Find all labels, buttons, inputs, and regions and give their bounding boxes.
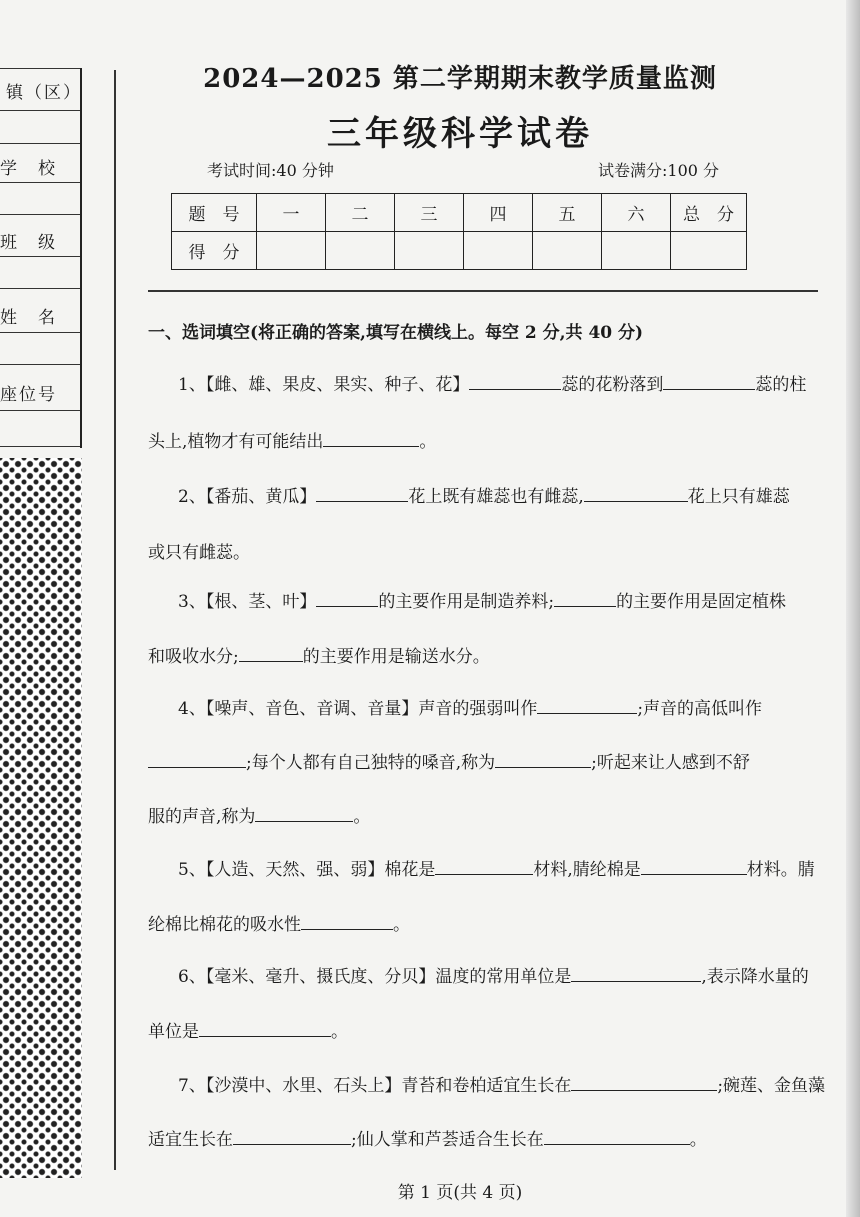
binding-fold-line: [114, 70, 116, 1170]
q7-text: 适宜生长在: [148, 1130, 233, 1150]
score-table-row-label: 题 号: [172, 194, 257, 232]
answer-blank[interactable]: [301, 911, 393, 930]
answer-blank[interactable]: [571, 1072, 717, 1091]
question-1-line-2: [148, 427, 788, 452]
score-cell[interactable]: [533, 232, 602, 270]
binding-divider: [0, 410, 80, 411]
q3-text: 的主要作用是输送水分。: [302, 647, 490, 667]
q4-text: ;声音的高低叫作: [637, 699, 763, 719]
q7-text: ;仙人掌和芦荟适合生长在: [351, 1130, 544, 1150]
answer-blank[interactable]: [554, 588, 616, 607]
q2-text: 花上既有雄蕊也有雌蕊,: [408, 487, 584, 507]
q3-text: 的主要作用是制造养料;: [378, 592, 555, 612]
answer-blank[interactable]: [537, 695, 637, 714]
score-table-col-1: 一: [257, 194, 326, 232]
score-cell[interactable]: [464, 232, 533, 270]
q5-text: 。: [393, 915, 410, 935]
question-4-line-3: [148, 802, 788, 827]
q1-text: 。: [419, 432, 437, 452]
question-5-line-1: [178, 855, 818, 880]
binding-class-label: 班 级: [0, 233, 57, 253]
binding-divider: [0, 288, 80, 289]
question-7-line-2: [148, 1125, 788, 1150]
answer-blank[interactable]: [233, 1126, 351, 1145]
q1-prompt: 1、【雌、雄、果皮、果实、种子、花】: [178, 375, 470, 395]
answer-blank[interactable]: [316, 588, 378, 607]
binding-divider: [0, 110, 80, 111]
binding-seat-label: 座位号: [0, 385, 57, 405]
question-6-line-1: [178, 962, 818, 987]
score-table-row-label: 得 分: [172, 232, 257, 270]
q2-text: 或只有雌蕊。: [148, 543, 250, 563]
score-table-score-row: [172, 232, 747, 270]
q3-text: 和吸收水分;: [148, 647, 239, 667]
exam-subtitle: 三年级科学试卷: [327, 114, 593, 154]
score-cell[interactable]: [395, 232, 464, 270]
q5-text: 材料,腈纶棉是: [533, 860, 641, 880]
question-3-line-1: [178, 587, 818, 612]
q2-prompt: 2、【番茄、黄瓜】: [178, 487, 317, 507]
answer-blank[interactable]: [544, 1126, 690, 1145]
exam-title: 2024—2025 第二学期期末教学质量监测: [203, 64, 717, 94]
score-cell[interactable]: [257, 232, 326, 270]
q7-text: ;碗莲、金鱼藻: [717, 1076, 826, 1096]
binding-town-label: 镇（区）: [6, 83, 82, 103]
q5-text: 材料。腈: [746, 860, 815, 880]
answer-blank[interactable]: [469, 371, 561, 390]
score-table-col-3: 三: [395, 194, 464, 232]
question-3-line-2: [148, 642, 788, 667]
q4-text: ;每个人都有自己独特的嗓音,称为: [246, 753, 496, 773]
binding-divider: [0, 214, 80, 215]
q3-text: 的主要作用是固定植株: [616, 592, 787, 612]
scan-edge-shadow: [846, 0, 860, 1217]
answer-blank[interactable]: [495, 749, 591, 768]
answer-blank[interactable]: [199, 1018, 331, 1037]
q7-text: 。: [689, 1130, 707, 1150]
score-table-col-total: 总 分: [671, 194, 747, 232]
q6-text: 单位是: [148, 1022, 199, 1042]
q1-text: 头上,植物才有可能结出: [148, 432, 324, 452]
answer-blank[interactable]: [239, 643, 303, 662]
question-2-line-1: [178, 482, 818, 507]
binding-name-label: 姓 名: [0, 308, 57, 328]
binding-divider: [0, 256, 80, 257]
binding-school-label: 学 校: [0, 159, 57, 179]
score-table-col-6: 六: [602, 194, 671, 232]
answer-blank[interactable]: [641, 856, 747, 875]
question-4-line-1: [178, 694, 818, 719]
answer-blank[interactable]: [323, 428, 419, 447]
question-5-line-2: [148, 910, 788, 935]
q7-prompt: 7、【沙漠中、水里、石头上】青苔和卷柏适宜生长在: [178, 1076, 572, 1096]
q6-prompt: 6、【毫米、毫升、摄氏度、分贝】温度的常用单位是: [178, 967, 572, 987]
q5-text: 纶棉比棉花的吸水性: [148, 915, 301, 935]
page-number: 第 1 页(共 4 页): [397, 1183, 523, 1203]
q2-text: 花上只有雄蕊: [687, 487, 790, 507]
score-table: [171, 193, 747, 270]
q4-prompt: 4、【噪声、音色、音调、音量】声音的强弱叫作: [178, 699, 538, 719]
exam-full-score: 试卷满分:100 分: [598, 161, 720, 180]
q6-text: ,表示降水量的: [701, 967, 809, 987]
binding-divider: [0, 68, 80, 69]
binding-divider: [0, 182, 80, 183]
q4-text: 。: [353, 807, 371, 827]
answer-blank[interactable]: [148, 749, 246, 768]
binding-divider: [0, 143, 80, 144]
answer-blank[interactable]: [316, 483, 408, 502]
question-1-line-1: [178, 370, 818, 395]
score-table-header-row: [172, 194, 747, 232]
score-table-col-4: 四: [464, 194, 533, 232]
binding-divider: [0, 364, 80, 365]
q4-text: ;听起来让人感到不舒: [591, 753, 750, 773]
binding-divider: [0, 332, 80, 333]
q6-text: 。: [331, 1022, 348, 1042]
score-cell[interactable]: [326, 232, 395, 270]
q1-text: 蕊的柱: [755, 375, 807, 395]
binding-info-column: [0, 68, 82, 448]
binding-divider: [0, 446, 80, 447]
q1-text: 蕊的花粉落到: [561, 375, 664, 395]
q3-prompt: 3、【根、茎、叶】: [178, 592, 317, 612]
score-table-col-2: 二: [326, 194, 395, 232]
security-pattern: [0, 458, 82, 1178]
question-4-line-2: [148, 748, 788, 773]
answer-blank[interactable]: [584, 483, 688, 502]
question-6-line-2: [148, 1017, 788, 1042]
answer-blank[interactable]: [663, 371, 755, 390]
exam-time: 考试时间:40 分钟: [207, 161, 334, 180]
score-cell[interactable]: [602, 232, 671, 270]
score-table-col-5: 五: [533, 194, 602, 232]
section-1-title: 一、选词填空(将正确的答案,填写在横线上。每空 2 分,共 40 分): [148, 323, 644, 343]
answer-blank[interactable]: [571, 963, 701, 982]
header-divider: [148, 290, 818, 292]
answer-blank[interactable]: [255, 803, 353, 822]
question-2-line-2: [148, 538, 788, 563]
score-cell[interactable]: [671, 232, 747, 270]
question-7-line-1: [178, 1071, 826, 1096]
answer-blank[interactable]: [435, 856, 533, 875]
q5-prompt: 5、【人造、天然、强、弱】棉花是: [178, 860, 436, 880]
q4-text: 服的声音,称为: [148, 807, 256, 827]
